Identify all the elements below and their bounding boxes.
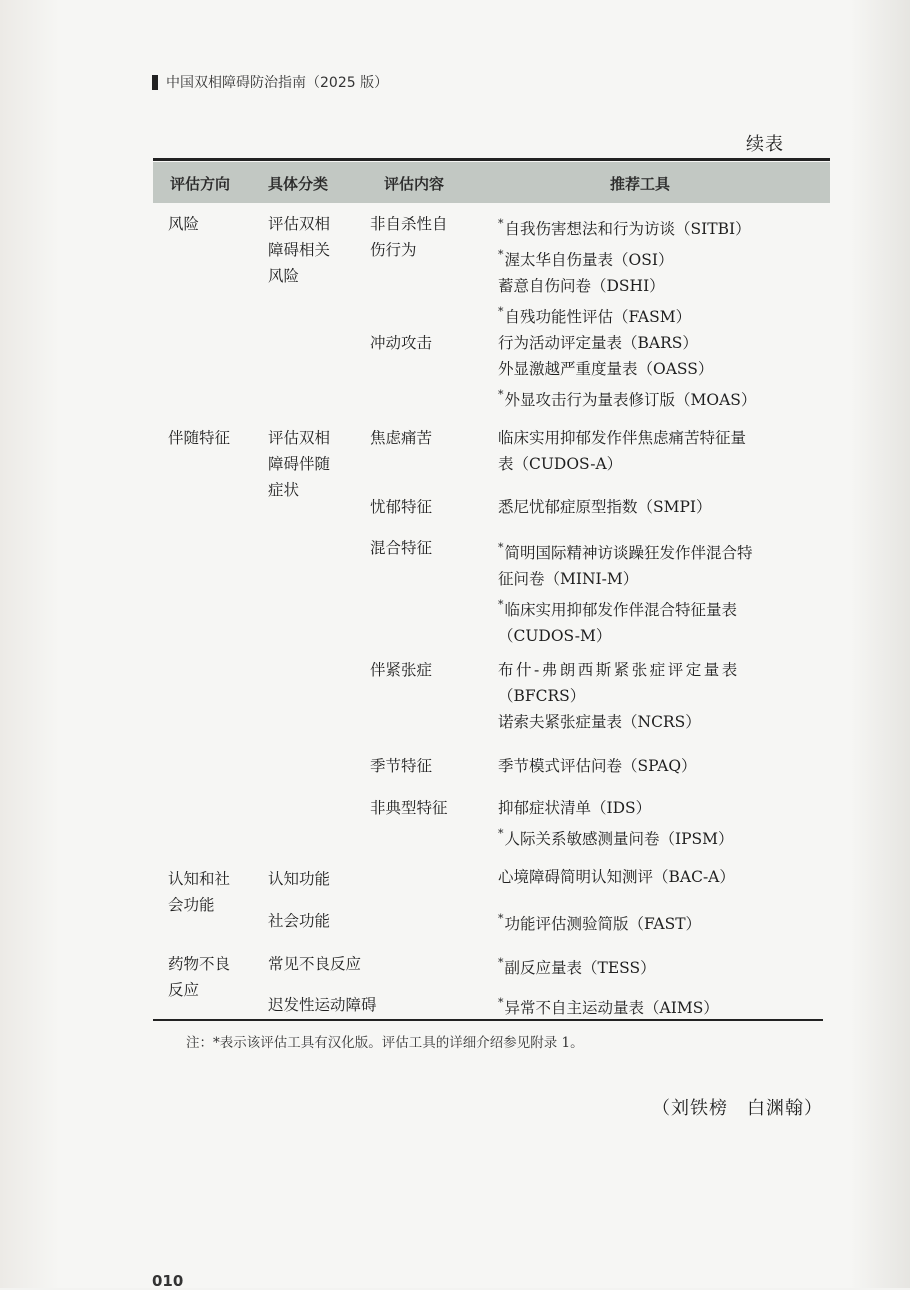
- tool-item: 季节模式评估问卷（SPAQ）: [498, 757, 697, 775]
- tool-item: 外显激越严重度量表（OASS）: [498, 360, 714, 378]
- direction-line: 认知和社: [168, 870, 231, 888]
- tool-item: *人际关系敏感测量问卷（IPSM）: [498, 827, 734, 848]
- tools-seasonal: [498, 753, 828, 779]
- content-anxious-distress: [370, 425, 480, 451]
- tool-item: *自残功能性评估（FASM）: [498, 305, 692, 326]
- category-line: 风险: [268, 267, 300, 285]
- group-features-direction: [168, 425, 258, 451]
- tools-nssi: [498, 211, 828, 330]
- running-header-text: 中国双相障碍防治指南（2025 版）: [166, 75, 389, 91]
- table-footnote: 注：*表示该评估工具有汉化版。评估工具的详细介绍参见附录 1。: [186, 1035, 584, 1051]
- group-features-category: [268, 425, 363, 503]
- tool-item: 表（CUDOS-A）: [498, 455, 623, 473]
- col-header-category: 具体分类: [268, 175, 329, 193]
- tool-item: *外显攻击行为量表修订版（MOAS）: [498, 388, 757, 409]
- content-impulsive-aggression: [370, 330, 480, 356]
- tool-item: *异常不自主运动量表（AIMS）: [498, 996, 719, 1017]
- header-marker: [152, 75, 158, 90]
- tool-item: 蓄意自伤问卷（DSHI）: [498, 277, 665, 295]
- tool-item: *自我伤害想法和行为访谈（SITBI）: [498, 217, 751, 238]
- content-melancholic: [370, 494, 480, 520]
- localized-marker: *: [498, 248, 504, 261]
- category-line: 评估双相: [268, 429, 331, 447]
- group-risk-direction: [168, 211, 258, 237]
- tools-catatonia: [498, 657, 828, 735]
- content-line: 忧郁特征: [370, 498, 433, 516]
- col-header-content: 评估内容: [384, 175, 445, 193]
- tools-mixed: [498, 535, 828, 649]
- tool-item: 布什-弗朗西斯紧张症评定量表: [498, 661, 740, 679]
- category-cognitive: 认知功能: [268, 870, 331, 888]
- direction-line: 药物不良: [168, 955, 231, 973]
- tool-item: 行为活动评定量表（BARS）: [498, 334, 698, 352]
- tools-cognitive: [498, 864, 828, 890]
- category-social: 社会功能: [268, 912, 331, 930]
- tool-item: 征问卷（MINI-M）: [498, 570, 639, 588]
- tool-item: 悉尼忧郁症原型指数（SMPI）: [498, 498, 712, 516]
- tool-item: *功能评估测验简版（FAST）: [498, 912, 702, 933]
- tool-item: （CUDOS-M）: [498, 627, 612, 645]
- content-line: 冲动攻击: [370, 334, 433, 352]
- localized-marker: *: [498, 598, 504, 611]
- tool-item: *副反应量表（TESS）: [498, 956, 656, 977]
- group-function-direction: [168, 866, 258, 918]
- page-number: 010: [152, 1272, 184, 1290]
- content-nssi: [370, 211, 480, 263]
- table-top-rule: [153, 158, 830, 161]
- content-mixed: [370, 535, 480, 561]
- direction-line: 反应: [168, 981, 200, 999]
- category-tardive: 迟发性运动障碍: [268, 996, 377, 1014]
- content-line: 伤行为: [370, 241, 417, 259]
- table-header-band: [153, 162, 830, 203]
- localized-marker: *: [498, 956, 504, 969]
- tool-item: （BFCRS）: [498, 687, 586, 705]
- col-header-direction: 评估方向: [170, 175, 231, 193]
- category-line: 障碍伴随: [268, 455, 331, 473]
- content-line: 季节特征: [370, 757, 433, 775]
- localized-marker: *: [498, 217, 504, 230]
- localized-marker: *: [498, 541, 504, 554]
- localized-marker: *: [498, 996, 504, 1009]
- tool-item: *临床实用抑郁发作伴混合特征量表: [498, 598, 738, 619]
- group-risk-category: [268, 211, 363, 289]
- tool-item: *简明国际精神访谈躁狂发作伴混合特: [498, 541, 753, 562]
- tools-social: [498, 906, 828, 937]
- group-adverse-direction: [168, 951, 258, 1003]
- content-catatonia: [370, 657, 480, 683]
- direction-line: 伴随特征: [168, 429, 231, 447]
- tools-melancholic: [498, 494, 828, 520]
- content-line: 非自杀性自: [370, 215, 448, 233]
- localized-marker: *: [498, 388, 504, 401]
- tool-item: *渥太华自伤量表（OSI）: [498, 248, 674, 269]
- direction-line: 风险: [168, 215, 200, 233]
- tool-item: 心境障碍简明认知测评（BAC-A）: [498, 868, 735, 886]
- col-header-tools: 推荐工具: [610, 175, 671, 193]
- tools-anxious-distress: [498, 425, 828, 477]
- category-common-adverse: 常见不良反应: [268, 955, 362, 973]
- tool-item: 抑郁症状清单（IDS）: [498, 799, 652, 817]
- category-line: 症状: [268, 481, 300, 499]
- content-line: 混合特征: [370, 539, 433, 557]
- tools-tardive: [498, 990, 828, 1021]
- tool-item: 临床实用抑郁发作伴焦虑痛苦特征量: [498, 429, 747, 447]
- category-line: 评估双相: [268, 215, 331, 233]
- tools-atypical: [498, 795, 828, 852]
- tool-item: 诺索夫紧张症量表（NCRS）: [498, 713, 701, 731]
- content-line: 焦虑痛苦: [370, 429, 433, 447]
- content-line: 非典型特征: [370, 799, 448, 817]
- localized-marker: *: [498, 827, 504, 840]
- category-line: 障碍相关: [268, 241, 331, 259]
- direction-line: 会功能: [168, 896, 215, 914]
- content-line: 伴紧张症: [370, 661, 433, 679]
- table-bottom-rule: [153, 1019, 823, 1021]
- localized-marker: *: [498, 912, 504, 925]
- content-atypical: [370, 795, 480, 821]
- running-header: [152, 72, 388, 92]
- tools-common-adverse: [498, 950, 828, 981]
- tools-impulsive-aggression: [498, 330, 828, 413]
- continued-label: 续表: [746, 134, 784, 155]
- content-seasonal: [370, 753, 480, 779]
- authors: （刘铁榜 白渊翰）: [652, 1098, 823, 1119]
- localized-marker: *: [498, 305, 504, 318]
